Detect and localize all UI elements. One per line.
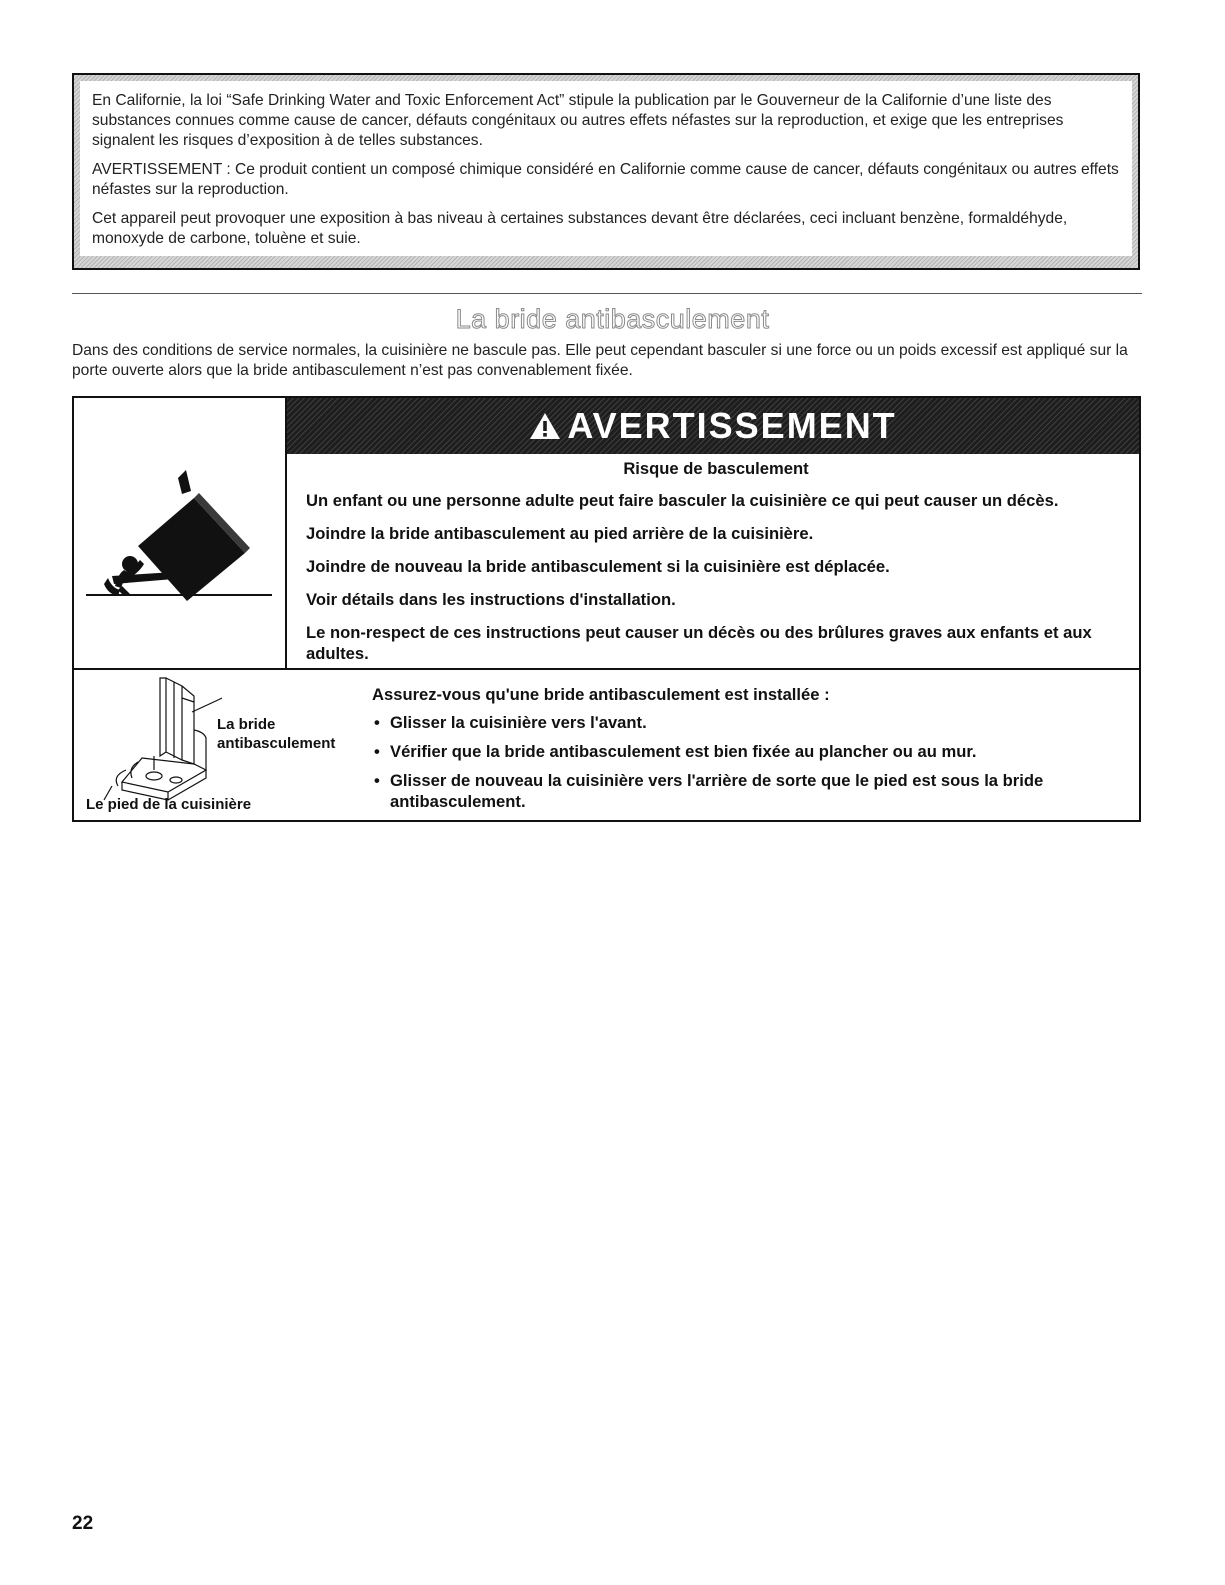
prop65-paragraph-2: AVERTISSEMENT : Ce produit contient un composé chimique considéré en Californie comme cause de cancer, défauts congénitaux ou autres effets néfastes sur la reproduction. bbox=[92, 161, 1119, 198]
warning-line: Un enfant ou une personne adulte peut faire basculer la cuisinière ce qui peut causer un décès. bbox=[306, 491, 1059, 510]
warning-line: Joindre la bride antibasculement au pied arrière de la cuisinière. bbox=[306, 524, 814, 543]
prop65-notice-content bbox=[80, 81, 1132, 256]
prop65-paragraph-1: En Californie, la loi “Safe Drinking Water and Toxic Enforcement Act” stipule la publication par le Gouverneur de la Californie d’une liste des substances connues comme cause de cancer, défauts congénitaux ou autres effets néfastes sur la reproduction, et exige que les entreprises signalent les risques d’exposition à de telles substances. bbox=[92, 92, 1064, 149]
range-foot-label: Le pied de la cuisinière bbox=[86, 796, 252, 813]
bracket-label-line-1: La bride bbox=[217, 716, 276, 733]
tip-over-illustration bbox=[74, 398, 285, 667]
checklist-item: • Vérifier que la bride antibasculement est bien fixée au plancher ou au mur. bbox=[372, 741, 1132, 762]
warning-line: Le non-respect de ces instructions peut causer un décès ou des brûlures graves aux enfants et aux adultes. bbox=[306, 623, 1092, 663]
section-intro: Dans des conditions de service normales, la cuisinière ne bascule pas. Elle peut cependant basculer si une force ou un poids excessif est appliqué sur la porte ouverte alors que la bride antibasculement n’est pas convenablement fixée. bbox=[72, 342, 1128, 379]
prop65-paragraph-3: Cet appareil peut provoquer une exposition à bas niveau à certaines substances devant être déclarées, ceci incluant benzène, formaldéhyde, monoxyde de carbone, toluène et suie. bbox=[92, 210, 1068, 247]
warning-line: Voir détails dans les instructions d'installation. bbox=[306, 590, 676, 609]
warning-triangle-icon bbox=[529, 412, 561, 440]
checklist-item: • Glisser de nouveau la cuisinière vers l'arrière de sorte que le pied est sous la bride antibasculement. bbox=[372, 770, 1132, 812]
checklist-lead: Assurez-vous qu'une bride antibasculement est installée : bbox=[372, 685, 830, 704]
bracket-label-line-2: antibasculement bbox=[217, 735, 336, 752]
bracket-label bbox=[217, 715, 335, 753]
warning-line: Joindre de nouveau la bride antibasculement si la cuisinière est déplacée. bbox=[306, 557, 890, 576]
tip-over-illustration-panel bbox=[74, 398, 287, 669]
installation-checklist bbox=[372, 684, 1132, 820]
section-divider bbox=[72, 293, 1142, 294]
warning-divider bbox=[74, 668, 1139, 670]
signal-word bbox=[519, 405, 906, 447]
signal-word-text: AVERTISSEMENT bbox=[567, 405, 897, 446]
signal-word-bar bbox=[287, 398, 1139, 454]
page-number: 22 bbox=[72, 1513, 94, 1534]
checklist-item: • Glisser la cuisinière vers l'avant. bbox=[372, 712, 1132, 733]
warning-box bbox=[72, 396, 1141, 822]
warning-message bbox=[306, 458, 1126, 676]
checklist-items bbox=[372, 712, 1132, 812]
section-title: La bride antibasculement bbox=[455, 304, 770, 334]
hazard-statement: Risque de basculement bbox=[623, 459, 809, 478]
prop65-notice-box bbox=[72, 73, 1140, 270]
